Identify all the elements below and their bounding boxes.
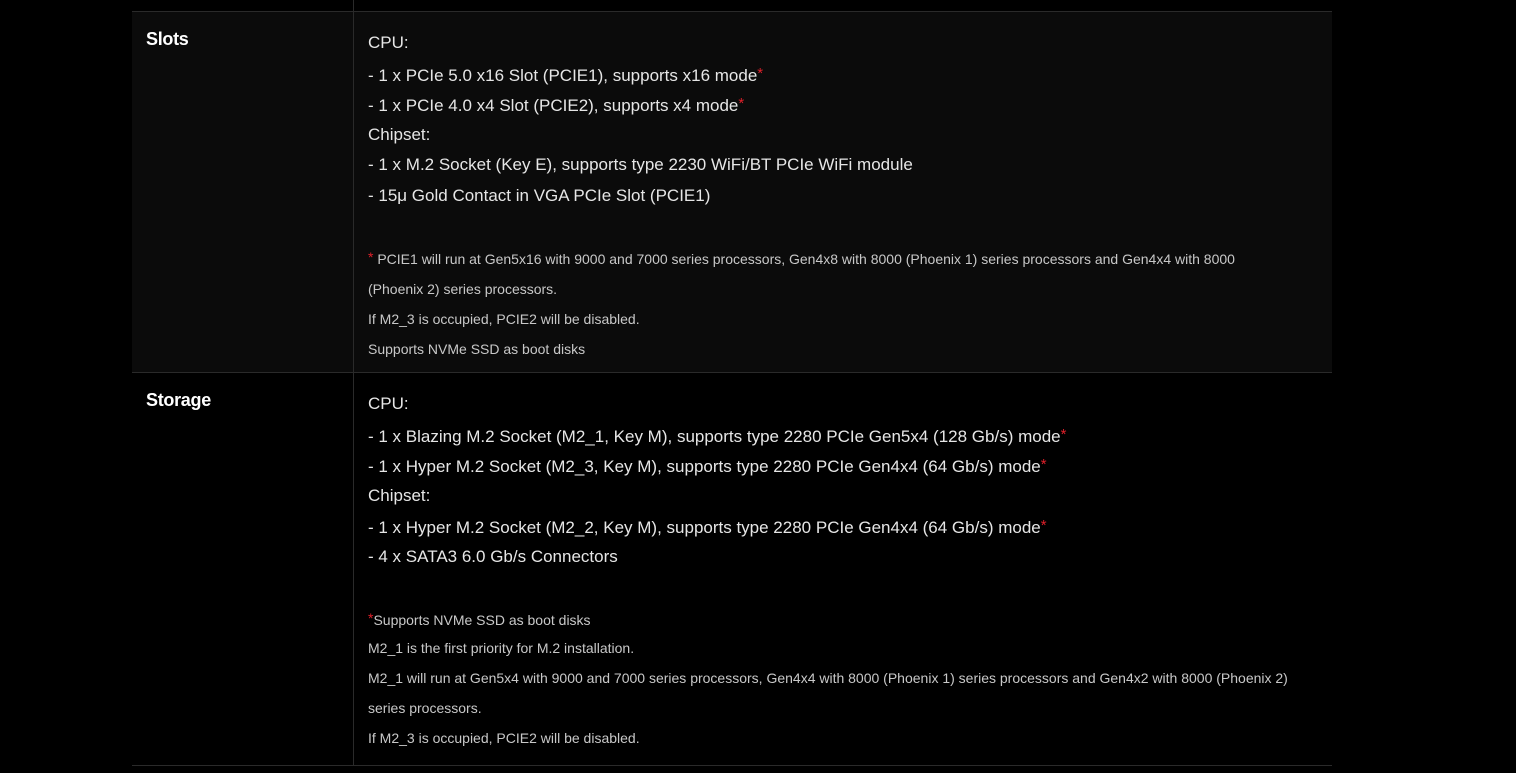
spec-label-slots: Slots <box>132 12 354 372</box>
footnote-star: * <box>368 610 374 626</box>
footnote: If M2_3 is occupied, PCIE2 will be disabled. <box>368 311 640 327</box>
footnote: Supports NVMe SSD as boot disks <box>368 341 586 357</box>
footnote-star: * <box>1060 425 1067 443</box>
spec-row-slots <box>132 12 1332 373</box>
spec-line: CPU: <box>368 33 409 52</box>
spec-line: Chipset: <box>368 124 431 144</box>
spec-line: - 1 x Hyper M.2 Socket (M2_2, Key M), supports type 2280 PCIe Gen4x4 (64 Gb/s) mode* <box>368 517 1047 537</box>
spec-line: - 4 x SATA3 6.0 Gb/s Connectors <box>368 546 618 566</box>
spec-line: - 1 x M.2 Socket (Key E), supports type 2230 WiFi/BT PCIe WiFi module <box>368 155 913 174</box>
spec-value-slots <box>354 12 1332 372</box>
spec-line: Chipset: <box>368 485 431 505</box>
spec-line: - 1 x PCIe 4.0 x4 Slot (PCIE2), supports x4 mode* <box>368 95 745 115</box>
footnote: If M2_3 is occupied, PCIE2 will be disabled. <box>368 730 640 746</box>
footnote: M2_1 is the first priority for M.2 installation. <box>368 640 635 656</box>
footnote-star: * <box>1040 456 1047 473</box>
spec-row-storage <box>132 373 1332 766</box>
spec-value-storage <box>354 373 1332 765</box>
footnote-star: * <box>368 249 374 265</box>
spec-line: - 1 x Hyper M.2 Socket (M2_3, Key M), supports type 2280 PCIe Gen4x4 (64 Gb/s) mode* <box>368 456 1047 476</box>
column-divider <box>353 0 354 11</box>
footnote-star: * <box>1040 517 1047 534</box>
footnote-star: * <box>757 64 764 82</box>
footnote: * PCIE1 will run at Gen5x16 with 9000 and 7000 series processors, Gen4x8 with 8000 (Phoenix 1) series processors and Gen4x4 with 8000 (Phoenix 2) series processors. <box>368 249 1235 297</box>
spec-line: - 1 x Blazing M.2 Socket (M2_1, Key M), supports type 2280 PCIe Gen5x4 (128 Gb/s) mode* <box>368 425 1067 446</box>
spec-line: CPU: <box>368 394 409 413</box>
spec-label-storage: Storage <box>132 373 354 765</box>
spec-line: - 15μ Gold Contact in VGA PCIe Slot (PCIE1) <box>368 185 711 205</box>
footnote: *Supports NVMe SSD as boot disks <box>368 610 591 628</box>
footnote: M2_1 will run at Gen5x4 with 9000 and 7000 series processors, Gen4x4 with 8000 (Phoenix 1) series processors and Gen4x2 with 8000 (Phoenix 2) series processors. <box>368 670 1288 716</box>
spec-line: - 1 x PCIe 5.0 x16 Slot (PCIE1), supports x16 mode* <box>368 64 764 85</box>
footnote-star: * <box>738 95 745 112</box>
